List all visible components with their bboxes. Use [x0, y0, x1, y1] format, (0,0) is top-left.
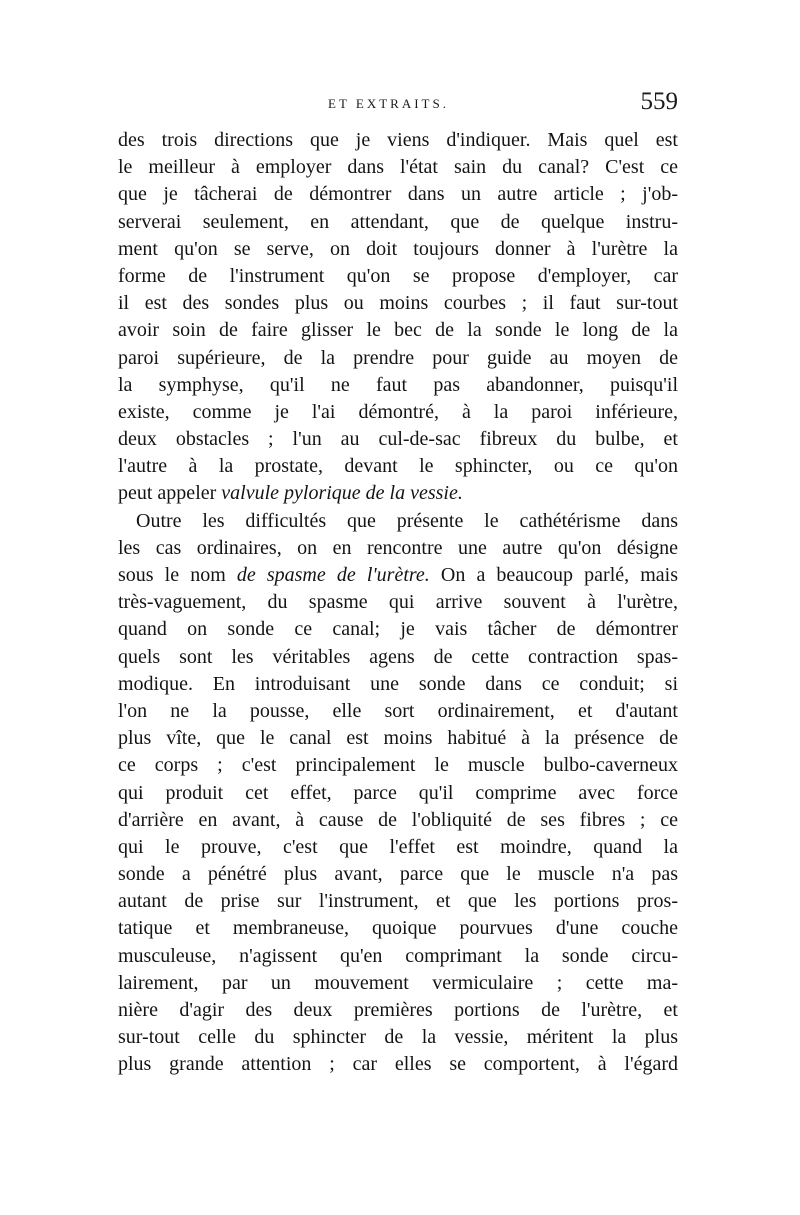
italic-term: valvule pylorique de la vessie. [221, 482, 463, 505]
text-line: lairement, par un mouvement vermiculaire ; cette ma- [118, 971, 678, 994]
text-line: serverai seulement, en attendant, que de quelque instru- [118, 210, 678, 233]
text-line: plus grande attention ; car elles se comportent, à l'égard [118, 1053, 678, 1076]
text-line: d'arrière en avant, à cause de l'obliquité de ses fibres ; ce [118, 808, 678, 831]
text-line: ment qu'on se serve, on doit toujours donner à l'urètre la [118, 237, 678, 260]
text-line: forme de l'instrument qu'on se propose d'employer, car [118, 264, 678, 287]
text-line: paroi supérieure, de la prendre pour guide au moyen de [118, 346, 678, 369]
text-line: qui produit cet effet, parce qu'il comprime avec force [118, 781, 678, 804]
text-line: sur-tout celle du sphincter de la vessie, méritent la plus [118, 1026, 678, 1049]
text-line-with-italic [118, 562, 678, 589]
body-text [118, 127, 678, 1079]
text-line: que je tâcherai de démontrer dans un autre article ; j'ob- [118, 183, 678, 206]
text-line: l'autre à la prostate, devant le sphincter, ou ce qu'on [118, 455, 678, 478]
text-line: il est des sondes plus ou moins courbes ; il faut sur-tout [118, 292, 678, 315]
text-line: le meilleur à employer dans l'état sain du canal? C'est ce [118, 156, 678, 179]
text-line: existe, comme je l'ai démontré, à la paroi inférieure, [118, 400, 678, 423]
text-line: les cas ordinaires, on en rencontre une autre qu'on désigne [118, 536, 678, 559]
text-line: la symphyse, qu'il ne faut pas abandonner, puisqu'il [118, 373, 678, 396]
text-line-with-italic [118, 480, 678, 507]
text-line: avoir soin de faire glisser le bec de la sonde le long de la [118, 319, 678, 342]
page-header [118, 88, 678, 124]
line-text: On a beaucoup parlé, mais [440, 564, 678, 586]
text-line: tatique et membraneuse, quoique pourvues d'une couche [118, 917, 678, 940]
page-number: 559 [640, 88, 678, 115]
text-line: qui le prouve, c'est que l'effet est moindre, quand la [118, 835, 678, 858]
text-line: l'on ne la pousse, elle sort ordinairement, et d'autant [118, 699, 678, 722]
text-line: très-vaguement, du spasme qui arrive souvent à l'urètre, [118, 591, 678, 614]
text-line: quels sont les véritables agens de cette contraction spas- [118, 645, 678, 668]
text-line: autant de prise sur l'instrument, et que les portions pros- [118, 890, 678, 913]
text-line: plus vîte, que le canal est moins habitué à la présence de [118, 727, 678, 750]
text-line: modique. En introduisant une sonde dans ce conduit; si [118, 672, 678, 695]
text-line: quand on sonde ce canal; je vais tâcher de démontrer [118, 618, 678, 641]
text-line: sonde a pénétré plus avant, parce que le muscle n'a pas [118, 863, 678, 886]
text-line: des trois directions que je viens d'indiquer. Mais quel est [118, 129, 678, 151]
text-line: ce corps ; c'est principalement le muscle bulbo-caverneux [118, 754, 678, 777]
line-text: sous le nom [118, 564, 237, 586]
italic-term: de spasme de l'urètre. [236, 564, 430, 586]
paragraph-first-line: Outre les difficultés que présente le cathétérisme dans [136, 509, 678, 532]
text-line: musculeuse, n'agissent qu'en comprimant la sonde circu- [118, 944, 678, 967]
text-line: deux obstacles ; l'un au cul-de-sac fibreux du bulbe, et [118, 428, 678, 451]
line-text: peut appeler [118, 482, 222, 505]
running-head: ET EXTRAITS. [328, 96, 449, 111]
text-line: nière d'agir des deux premières portions de l'urètre, et [118, 999, 678, 1021]
